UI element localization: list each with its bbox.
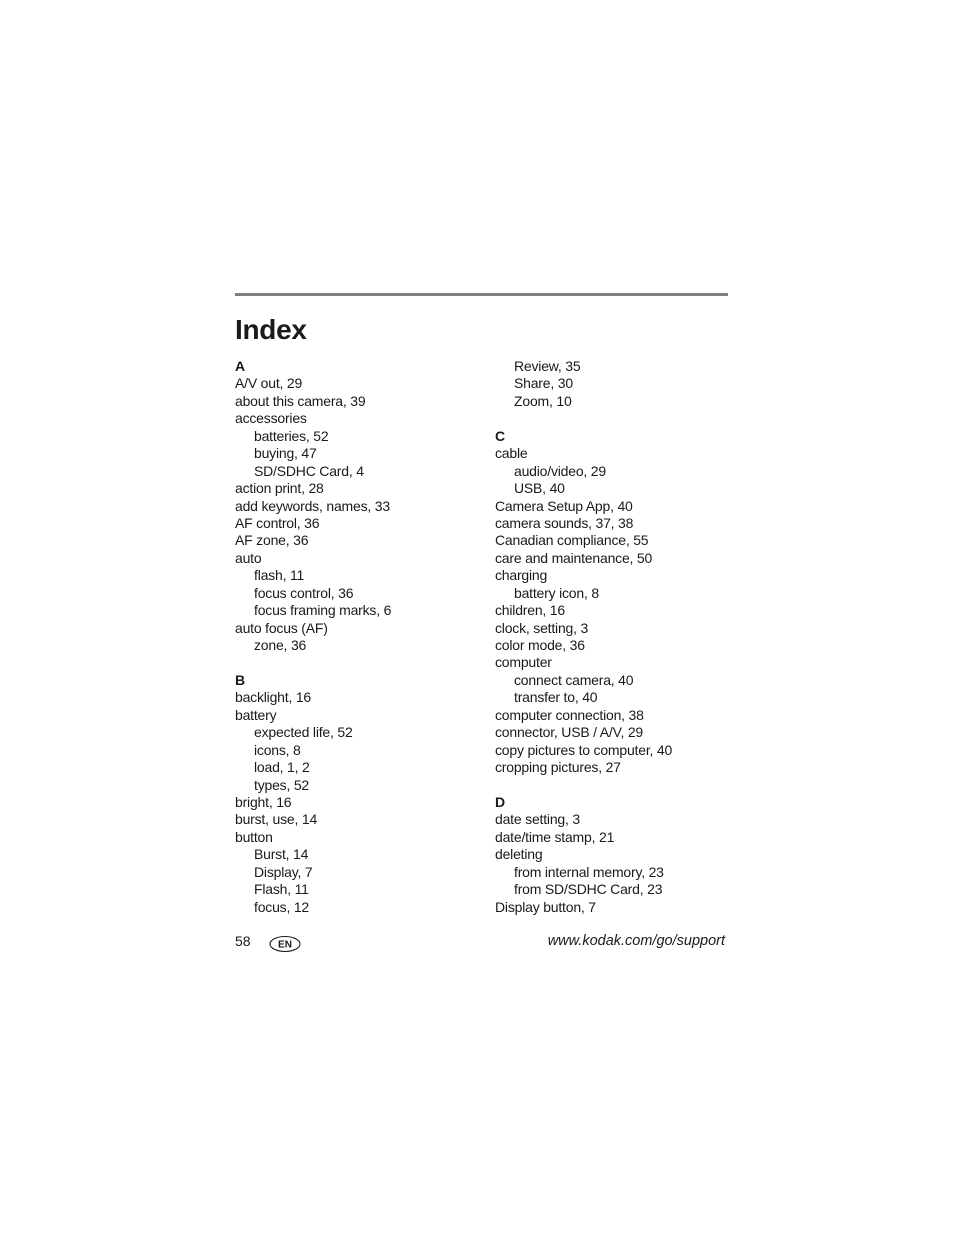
index-subentry: Zoom, 10 [514,392,572,409]
index-subentry: SD/SDHC Card, 4 [254,462,364,479]
language-badge [269,935,301,953]
index-column-right [495,358,735,916]
index-entry: Camera Setup App, 40 [495,497,633,514]
index-entry: about this camera, 39 [235,392,366,409]
index-spacer [495,777,735,794]
index-entry: color mode, 36 [495,637,585,653]
page-title: Index [235,314,307,345]
page-number: 58 [235,933,251,949]
index-entry: Display button, 7 [495,898,596,915]
index-subentry: from internal memory, 23 [514,863,664,880]
index-entry: burst, use, 14 [235,811,318,828]
index-subentry: types, 52 [254,776,310,793]
language-badge-icon [269,935,301,953]
index-entry: cable [495,445,528,462]
index-entry: accessories [235,410,307,427]
index-subentry: battery icon, 8 [514,584,599,601]
index-subentry: transfer to, 40 [514,689,598,706]
index-spacer [235,654,475,671]
header-rule [235,293,728,296]
index-subentry: USB, 40 [514,480,565,497]
index-subentry: Flash, 11 [254,881,309,898]
index-entry: computer connection, 38 [495,706,644,723]
index-entry: action print, 28 [235,480,324,497]
index-letter-heading: D [495,793,505,810]
index-subentry: connect camera, 40 [514,671,634,688]
index-subentry: flash, 11 [254,567,305,584]
language-badge-label: EN [278,939,292,951]
index-entry: backlight, 16 [235,689,312,706]
index-entry: deleting [495,846,543,863]
index-letter-heading: C [495,427,505,444]
index-subentry: buying, 47 [254,445,317,462]
index-entry: children, 16 [495,602,565,619]
index-entry: camera sounds, 37, 38 [495,514,634,531]
index-entry: Canadian compliance, 55 [495,532,649,549]
index-entry: charging [495,567,548,584]
index-entry: copy pictures to computer, 40 [495,741,673,758]
index-subentry: focus control, 36 [254,584,354,601]
index-entry: AF zone, 36 [235,532,309,549]
index-subentry: batteries, 52 [254,427,329,444]
index-column-left [235,358,475,916]
index-subentry: Burst, 14 [254,846,309,863]
index-subentry: focus, 12 [254,898,310,915]
index-entry: connector, USB / A/V, 29 [495,724,644,741]
index-subentry: audio/video, 29 [514,462,606,479]
index-entry: date setting, 3 [495,811,580,828]
index-subentry: focus framing marks, 6 [254,602,392,619]
index-subentry: Share, 30 [514,375,573,392]
index-subentry: Review, 35 [514,358,581,374]
index-entry: cropping pictures, 27 [495,759,621,776]
index-entry: add keywords, names, 33 [235,497,390,514]
index-subentry: expected life, 52 [254,724,353,741]
index-entry: bright, 16 [235,793,292,810]
index-entry: auto focus (AF) [235,619,328,636]
index-entry: A/V out, 29 [235,375,303,392]
index-subentry: zone, 36 [254,637,307,653]
index-entry: button [235,828,273,845]
index-subentry: Display, 7 [254,863,313,880]
index-subentry: icons, 8 [254,741,301,758]
index-entry: care and maintenance, 50 [495,549,653,566]
index-entry: battery [235,706,277,723]
index-letter-heading: A [235,358,245,374]
index-letter-heading: B [235,671,245,688]
index-entry: auto [235,549,262,566]
index-spacer [495,410,735,427]
index-entry: computer [495,654,552,671]
index-entry: date/time stamp, 21 [495,828,615,845]
index-subentry: load, 1, 2 [254,759,310,776]
support-url[interactable]: www.kodak.com/go/support [547,933,725,949]
index-entry: AF control, 36 [235,514,320,531]
index-entry: clock, setting, 3 [495,619,589,636]
index-subentry: from SD/SDHC Card, 23 [514,881,663,898]
